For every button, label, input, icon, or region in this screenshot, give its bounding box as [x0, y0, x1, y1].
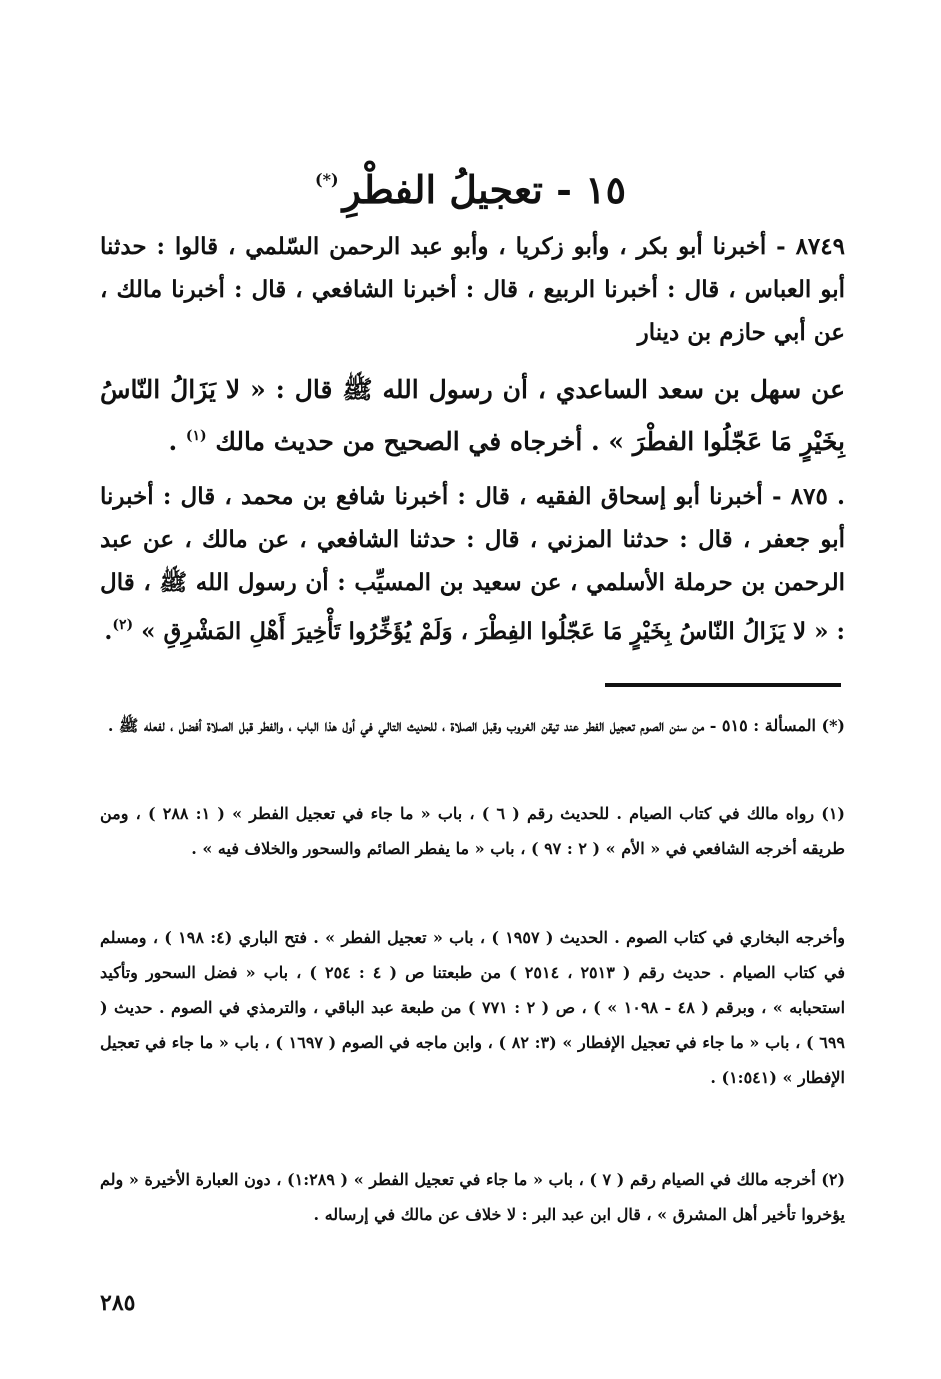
footnote-1b [100, 920, 845, 1095]
footnote-1a [100, 796, 845, 866]
footnote-2 [100, 1162, 845, 1232]
footnote-1a-text: (١) رواه مالك في كتاب الصيام . للحديث رقم ( ٦ ) ، باب « ما جاء في تعجيل الفطر » ( ١: ٢٨٨ ) ، ومن طريقه أخرجه الشافعي في « الأم » ( ٢ : ٩٧ ) ، باب « ما يفطر الصائم والسحور والخلاف فيه » . [100, 804, 845, 858]
chapter-title [200, 145, 741, 225]
hadith-8750 [100, 475, 845, 653]
footnote-star-text: (*) المسألة : ٥١٥ - من سنن الصوم تعجيل الفطر عند تيقن الغروب وقبل الصلاة ، للحديث التالي في أول هذا الباب ، والفطر قبل الصلاة أفضل ، لفعله ﷺ . [107, 716, 845, 735]
footnote-1b-text: وأخرجه البخاري في كتاب الصوم . الحديث ( ١٩٥٧ ) ، باب « تعجيل الفطر » . فتح الباري (٤: ١٩٨ ) ، ومسلم في كتاب الصيام . حديث رقم ( ٢٥١٣ ، ٢٥١٤ ) من طبعتنا ص ( ٤ : ٢٥٤ ) ، باب « فضل السحور وتأكيد استحبابه » ، وبرقم ( ٤٨ - ١٠٩٨ » ) ، ص ( ٢ : ٧٧١ ) من طبعة عبد الباقي ، والترمذي في الصوم . حديث ( ٦٩٩ ) ، باب « ما جاء في تعجيل الإفطار » (٣: ٨٢ ) ، وابن ماجه في الصوم ( ١٦٩٧ ) ، باب « ما جاء في تعجيل الإفطار » (١:٥٤١) . [100, 928, 846, 1087]
footnote-2-text: (٢) أخرجه مالك في الصيام رقم ( ٧ ) ، باب « ما جاء في تعجيل الفطر » ( ١:٢٨٩) ، دون العبارة الأخيرة « ولم يؤخروا تأخير أهل المشرق » ، قال ابن عبد البر : لا خلاف عن مالك في إرساله . [100, 1170, 846, 1224]
hadith-8750-text: . ٨٧٥ - أخبرنا أبو إسحاق الفقيه ، قال : أخبرنا شافع بن محمد ، قال : أخبرنا أبو جعفر ، قال : حدثنا المزني ، قال : حدثنا الشافعي ، عن مالك ، عن عبد الرحمن بن حرملة الأسلمي ، عن سعيد بن المسيِّب : أن رسول الله ﷺ ، قال : « لا يَزَالُ النّاسُ بِخَيْرٍ مَا عَجّلُوا الفِطْرَ ، وَلَمْ يُؤَخِّرُوا تَأْخِيرَ أَهْلِ المَشْرِقِ » [100, 483, 846, 645]
footnote-star [100, 708, 845, 743]
page-number: ٢٨٥ [100, 1290, 136, 1316]
chapter-title-text: ١٥ - تعجيلُ الفطْرِ [342, 167, 626, 212]
footnote-ref-1: (١) [185, 428, 207, 444]
hadith-8749-matn-text: عن سهل بن سعد الساعدي ، أن رسول الله ﷺ قال : « لا يَزَالُ النّاسُ بِخَيْرٍ مَا عَجّلُوا الفطْرَ » . أخرجاه في الصحيح من حديث مالك [100, 375, 845, 456]
hadith-8749-isnad-text: ٨٧٤٩ - أخبرنا أبو بكر ، وأبو زكريا ، وأبو عبد الرحمن السّلمي ، قالوا : حدثنا أبو العباس ، قال : أخبرنا الربيع ، قال : أخبرنا الشافعي ، قال : أخبرنا مالك ، عن أبي حازم بن دينار [100, 233, 845, 346]
footnote-ref-2: (٢) [112, 617, 134, 633]
hadith-8749-end: . [168, 427, 186, 456]
footnote-separator [605, 683, 841, 687]
chapter-footnote-marker: (*) [315, 170, 339, 189]
hadith-8749-matn [100, 366, 845, 465]
hadith-8749-isnad [100, 225, 845, 354]
hadith-8750-end: . [104, 618, 113, 645]
